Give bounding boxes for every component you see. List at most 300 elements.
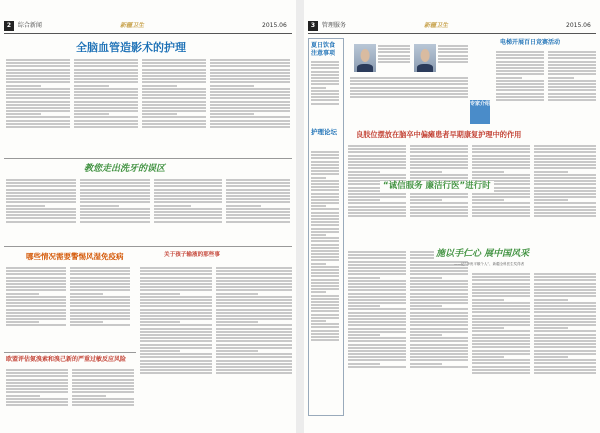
text-line <box>311 288 339 290</box>
text-line <box>311 74 339 76</box>
text-line <box>142 65 206 67</box>
text-line <box>534 279 596 281</box>
text-line <box>6 59 70 61</box>
text-line <box>534 315 596 317</box>
text-line <box>6 369 68 371</box>
text-line <box>142 120 206 122</box>
text-line <box>216 299 292 301</box>
text-line <box>311 218 339 220</box>
text-line <box>348 261 406 263</box>
text-line <box>74 126 138 128</box>
text-line <box>534 305 596 307</box>
text-line <box>534 311 596 313</box>
text-line <box>410 328 468 330</box>
text-line <box>438 45 468 47</box>
text-line <box>472 286 530 288</box>
text-line <box>378 55 410 57</box>
text-line <box>6 293 39 295</box>
expert-bio <box>438 44 468 74</box>
text-line <box>74 101 138 103</box>
text-line <box>410 308 468 310</box>
text-line <box>534 343 596 345</box>
text-line <box>348 324 406 326</box>
text-line <box>534 337 596 339</box>
text-line <box>348 164 406 166</box>
text-line <box>70 289 130 291</box>
text-line <box>226 189 290 191</box>
text-line <box>496 96 544 98</box>
text-line <box>410 148 468 150</box>
text-line <box>140 305 212 307</box>
text-line <box>74 75 138 77</box>
text-line <box>472 350 530 352</box>
text-line <box>311 275 339 277</box>
text-line <box>534 273 596 275</box>
text-line <box>348 264 406 266</box>
text-line <box>311 228 339 230</box>
text-line <box>548 83 596 85</box>
section-rule <box>4 158 292 159</box>
text-line <box>534 286 596 288</box>
text-line <box>6 388 68 390</box>
text-line <box>472 356 504 358</box>
text-line <box>472 369 530 371</box>
text-line <box>210 59 290 61</box>
text-line <box>348 350 406 352</box>
expert-description <box>350 76 468 110</box>
text-line <box>6 123 70 125</box>
text-line <box>348 254 406 256</box>
text-line <box>6 104 70 106</box>
text-line <box>348 209 406 211</box>
text-line <box>6 270 66 272</box>
text-line <box>210 65 290 67</box>
masthead-logo: 新疆卫生 <box>424 22 449 29</box>
text-line <box>70 321 103 323</box>
text-line <box>534 174 596 176</box>
text-line <box>154 214 222 216</box>
left-page <box>0 0 296 433</box>
text-line <box>311 77 339 79</box>
text-line <box>534 308 596 310</box>
text-line <box>534 321 596 323</box>
article-column <box>6 368 68 423</box>
text-line <box>311 167 339 169</box>
text-line <box>6 302 66 304</box>
text-line <box>80 217 150 219</box>
text-line <box>410 167 468 169</box>
text-line <box>348 171 380 173</box>
text-line <box>438 61 468 63</box>
text-line <box>72 398 134 400</box>
text-line <box>534 292 596 294</box>
text-line <box>472 206 530 208</box>
text-line <box>472 283 530 285</box>
text-line <box>311 193 339 195</box>
text-line <box>70 318 130 320</box>
text-line <box>70 302 130 304</box>
issue-date: 2015.06 <box>262 22 287 29</box>
text-line <box>472 193 530 195</box>
text-line <box>226 185 290 187</box>
text-line <box>142 91 206 93</box>
text-line <box>410 158 468 160</box>
text-line <box>216 350 258 352</box>
text-line <box>350 80 468 82</box>
text-line <box>311 90 339 92</box>
text-line <box>6 81 70 83</box>
text-line <box>534 318 596 320</box>
text-line <box>216 309 292 311</box>
text-line <box>6 113 41 115</box>
text-line <box>534 167 596 169</box>
text-line <box>348 174 406 176</box>
text-line <box>140 312 212 314</box>
text-line <box>348 289 406 291</box>
text-line <box>410 177 468 179</box>
text-line <box>311 240 339 242</box>
text-line <box>142 104 206 106</box>
text-line <box>410 363 442 365</box>
right-page <box>304 0 600 433</box>
text-line <box>216 277 292 279</box>
text-line <box>548 80 596 82</box>
text-line <box>534 177 596 179</box>
text-line <box>534 196 596 198</box>
text-line <box>6 192 76 194</box>
text-line <box>74 97 138 99</box>
text-line <box>410 315 468 317</box>
text-line <box>226 211 290 213</box>
text-line <box>472 366 530 368</box>
text-line <box>6 69 70 71</box>
text-line <box>6 198 76 200</box>
brushing-headline: 教您走出洗牙的误区 <box>84 164 166 174</box>
text-line <box>210 97 290 99</box>
text-line <box>348 270 406 272</box>
text-line <box>548 57 596 59</box>
text-line <box>311 231 339 233</box>
article-column <box>70 266 130 350</box>
page-gutter <box>296 0 304 433</box>
text-line <box>496 57 544 59</box>
text-line <box>410 334 442 336</box>
text-line <box>534 180 596 182</box>
text-line <box>534 299 568 301</box>
text-line <box>348 302 406 304</box>
article-column <box>142 58 206 154</box>
text-line <box>534 158 596 160</box>
text-line <box>70 267 130 269</box>
text-line <box>154 182 222 184</box>
text-line <box>6 94 70 96</box>
text-line <box>311 330 339 332</box>
text-line <box>6 321 39 323</box>
text-line <box>74 107 138 109</box>
text-line <box>472 353 530 355</box>
text-line <box>496 61 544 63</box>
text-line <box>311 196 339 198</box>
text-line <box>311 87 326 89</box>
text-line <box>311 161 339 163</box>
text-line <box>6 395 40 397</box>
text-line <box>311 177 326 179</box>
text-line <box>311 314 339 316</box>
text-line <box>142 75 206 77</box>
text-line <box>311 250 339 252</box>
text-line <box>226 198 290 200</box>
text-line <box>311 80 339 82</box>
text-line <box>548 99 596 101</box>
text-line <box>6 217 76 219</box>
text-line <box>140 337 212 339</box>
text-line <box>72 382 134 384</box>
text-line <box>311 237 339 239</box>
text-line <box>410 344 468 346</box>
text-line <box>311 307 339 309</box>
text-line <box>6 110 70 112</box>
text-line <box>216 273 292 275</box>
page-number: 3 <box>308 21 318 31</box>
eu-allergy-headline: 欧盟评估氨溴索和溴己新的严重过敏反应风险 <box>6 356 127 363</box>
text-line <box>410 155 468 157</box>
text-line <box>311 170 339 172</box>
text-line <box>80 221 150 223</box>
text-line <box>210 81 290 83</box>
text-line <box>216 283 292 285</box>
text-line <box>6 201 76 203</box>
text-line <box>534 209 596 211</box>
text-line <box>348 251 406 253</box>
text-line <box>70 324 130 326</box>
text-line <box>140 277 212 279</box>
text-line <box>6 299 66 301</box>
article-column <box>348 144 406 244</box>
text-line <box>6 208 76 210</box>
text-line <box>311 263 326 265</box>
text-line <box>410 206 468 208</box>
text-line <box>410 340 468 342</box>
text-line <box>74 59 138 61</box>
text-line <box>6 101 70 103</box>
text-line <box>472 209 530 211</box>
text-line <box>496 70 544 72</box>
text-line <box>74 104 138 106</box>
text-line <box>140 324 212 326</box>
text-line <box>6 182 76 184</box>
text-line <box>348 199 380 201</box>
text-line <box>216 315 292 317</box>
text-line <box>74 116 138 118</box>
text-line <box>6 315 66 317</box>
text-line <box>6 91 70 93</box>
text-line <box>348 158 406 160</box>
text-line <box>348 151 406 153</box>
text-line <box>472 148 530 150</box>
text-line <box>311 320 326 322</box>
text-line <box>472 279 530 281</box>
text-line <box>311 333 339 335</box>
text-line <box>472 321 530 323</box>
text-line <box>80 198 150 200</box>
text-line <box>534 327 568 329</box>
text-line <box>154 201 222 203</box>
text-line <box>348 308 406 310</box>
text-line <box>472 199 504 201</box>
text-line <box>534 193 596 195</box>
text-line <box>378 51 410 53</box>
text-line <box>548 86 596 88</box>
text-line <box>6 221 76 223</box>
text-line <box>311 212 339 214</box>
text-line <box>226 214 290 216</box>
text-line <box>410 267 468 269</box>
text-line <box>548 96 596 98</box>
text-line <box>311 304 339 306</box>
text-line <box>534 289 596 291</box>
text-line <box>534 151 596 153</box>
text-line <box>348 305 380 307</box>
text-line <box>348 328 406 330</box>
text-line <box>70 286 130 288</box>
text-line <box>496 80 544 82</box>
text-line <box>410 273 468 275</box>
text-line <box>410 202 468 204</box>
text-line <box>6 267 66 269</box>
text-line <box>140 280 212 282</box>
sidebar-text <box>311 150 339 410</box>
text-line <box>534 148 596 150</box>
text-line <box>350 83 468 85</box>
text-line <box>154 217 222 219</box>
text-line <box>6 379 68 381</box>
text-line <box>226 192 290 194</box>
text-line <box>210 120 290 122</box>
text-line <box>72 401 134 403</box>
text-line <box>142 101 206 103</box>
expert-photo <box>414 44 436 72</box>
text-line <box>140 299 212 301</box>
text-line <box>142 123 206 125</box>
text-line <box>472 340 530 342</box>
text-line <box>496 89 544 91</box>
text-line <box>6 404 68 406</box>
text-line <box>311 189 339 191</box>
text-line <box>70 312 130 314</box>
text-line <box>348 353 406 355</box>
text-line <box>311 186 339 188</box>
text-line <box>311 71 339 73</box>
text-line <box>311 310 339 312</box>
text-line <box>410 164 468 166</box>
text-line <box>311 266 339 268</box>
text-line <box>6 283 66 285</box>
text-line <box>70 293 103 295</box>
text-line <box>548 77 574 79</box>
text-line <box>410 366 468 368</box>
article-column <box>74 58 138 154</box>
text-line <box>472 145 530 147</box>
article-column <box>80 178 150 242</box>
text-line <box>496 54 544 56</box>
text-line <box>140 293 180 295</box>
text-line <box>216 337 292 339</box>
text-line <box>311 256 339 258</box>
text-line <box>311 326 339 328</box>
text-line <box>70 280 130 282</box>
text-line <box>410 145 468 147</box>
article-column <box>216 266 292 416</box>
text-line <box>74 85 109 87</box>
bottom-headline: 施以手仁心 展中国风采 <box>436 249 530 259</box>
text-line <box>6 211 76 213</box>
text-line <box>311 208 339 210</box>
article-column <box>348 250 406 410</box>
text-line <box>142 88 206 90</box>
text-line <box>311 259 339 261</box>
text-line <box>311 221 339 223</box>
text-line <box>6 185 76 187</box>
text-line <box>534 324 596 326</box>
text-line <box>311 224 339 226</box>
text-line <box>348 321 406 323</box>
text-line <box>142 97 206 99</box>
text-line <box>216 331 292 333</box>
text-line <box>311 317 339 319</box>
left-page-header <box>4 20 42 32</box>
text-line <box>154 179 222 181</box>
text-line <box>496 77 522 79</box>
text-line <box>410 209 468 211</box>
text-line <box>410 171 442 173</box>
text-line <box>472 161 530 163</box>
text-line <box>6 318 66 320</box>
text-line <box>410 280 468 282</box>
text-line <box>311 205 326 207</box>
text-line <box>438 51 468 53</box>
text-line <box>74 110 138 112</box>
text-line <box>472 302 530 304</box>
text-line <box>378 61 410 63</box>
text-line <box>311 151 339 153</box>
integrity-headline: “诚信服务 廉洁行医”进行时 <box>380 181 494 192</box>
text-line <box>6 398 68 400</box>
text-line <box>534 362 596 364</box>
header-rule <box>308 33 596 34</box>
text-line <box>216 296 292 298</box>
text-line <box>226 195 290 197</box>
text-line <box>140 353 212 355</box>
text-line <box>534 366 596 368</box>
right-page-header <box>308 20 346 32</box>
text-line <box>472 372 530 374</box>
text-line <box>348 359 406 361</box>
expert-photo <box>354 44 376 72</box>
text-line <box>348 344 406 346</box>
text-line <box>534 346 596 348</box>
text-line <box>140 356 212 358</box>
text-line <box>438 58 468 60</box>
text-line <box>472 362 530 364</box>
text-line <box>410 302 468 304</box>
text-line <box>534 350 596 352</box>
text-line <box>348 148 406 150</box>
text-line <box>142 59 206 61</box>
text-line <box>80 179 150 181</box>
text-line <box>154 195 222 197</box>
text-line <box>472 177 530 179</box>
text-line <box>472 164 530 166</box>
